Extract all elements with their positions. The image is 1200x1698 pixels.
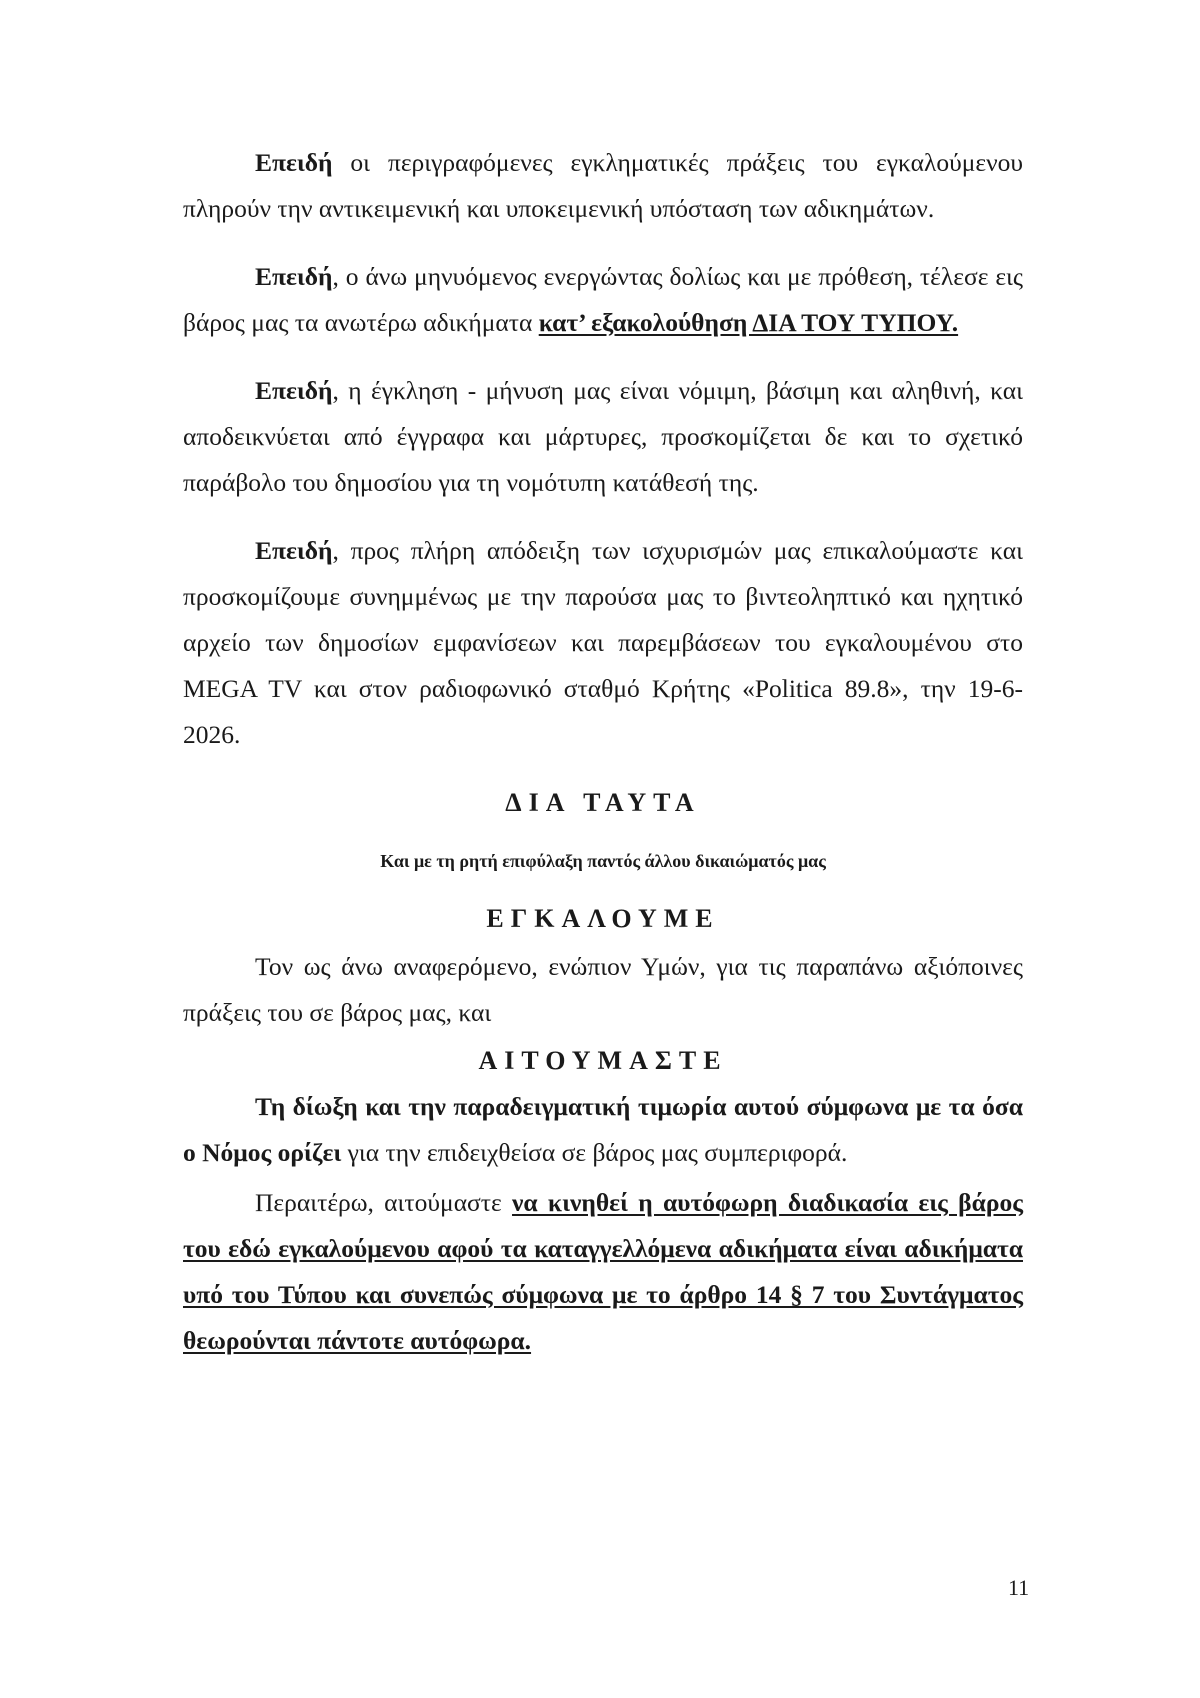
- paragraph-5: Τον ως άνω αναφερόμενο, ενώπιον Υμών, για τις παραπάνω αξιόποινες πράξεις του σε βάρος μας, και: [183, 952, 1023, 1027]
- paragraph-1: [183, 140, 1023, 232]
- lead-word: Επειδή: [255, 536, 333, 565]
- paragraph-7: [183, 1180, 1023, 1364]
- emphasis-text: να κινηθεί η αυτόφωρη διαδικασία εις βάρος του εδώ εγκαλούμενου αφού τα καταγγελλόμενα αδικήματα είναι αδικήματα υπό του Τύπου και συνεπώς σύμφωνα με το άρθρο 14 § 7 του Συντάγματος θεωρούνται πάντοτε αυτόφωρα.: [183, 1188, 1023, 1355]
- heading-egkaloume: ΕΓΚΑΛΟΥΜΕ: [486, 904, 720, 933]
- paragraph-text: για την επιδειχθείσα σε βάρος μας συμπεριφορά.: [341, 1138, 848, 1167]
- paragraph-text: οι περιγραφόμενες εγκληματικές πράξεις του εγκαλούμενου πληρούν την αντικειμενική και υποκειμενική υπόσταση των αδικημάτων.: [183, 148, 1023, 223]
- heading-dia-tauta: ΔΙΑ ΤΑΥΤΑ: [505, 788, 701, 817]
- paragraph-text: Περαιτέρω, αιτούμαστε: [255, 1188, 513, 1217]
- page-number: 11: [1008, 1575, 1030, 1600]
- emphasis-text: κατ’ εξακολούθηση ΔΙΑ ΤΟΥ ΤΥΠΟΥ.: [538, 308, 959, 337]
- heading-aitoumaste: ΑΙΤΟΥΜΑΣΤΕ: [478, 1046, 728, 1075]
- lead-word: Επειδή: [255, 262, 333, 291]
- paragraph-text: , προς πλήρη απόδειξη των ισχυρισμών μας επικαλούμαστε και προσκομίζουμε συνημμένως με την παρούσα μας το βιντεοληπτικό και ηχητικό αρχείο των δημοσίων εμφανίσεων και παρεμβάσεων του εγκαλουμένου στο MEGA TV και στον ραδιοφωνικό σταθμό Κρήτης «Politica 89.8», την 19-6-2026.: [183, 536, 1023, 749]
- lead-word: Επειδή: [255, 376, 333, 405]
- reservation-line: Και με τη ρητή επιφύλαξη παντός άλλου δικαιώματός μας: [380, 851, 826, 871]
- paragraph-6: [183, 1084, 1023, 1176]
- paragraph-2: [183, 254, 1023, 346]
- paragraph-text: , η έγκληση - μήνυση μας είναι νόμιμη, βάσιμη και αληθινή, και αποδεικνύεται από έγγραφα και μάρτυρες, προσκομίζεται δε και το σχετικό παράβολο του δημοσίου για τη νομότυπη κατάθεσή της.: [183, 376, 1023, 497]
- document-body: [183, 140, 1023, 1364]
- paragraph-text: , ο άνω μηνυόμενος ενεργώντας δολίως και με πρόθεση, τέλεσε εις βάρος μας τα ανωτέρω αδικήματα: [183, 262, 1023, 337]
- paragraph-3: [183, 368, 1023, 506]
- paragraph-4: [183, 528, 1023, 758]
- bold-request: Τη δίωξη και την παραδειγματική τιμωρία αυτού σύμφωνα με τα όσα ο Νόμος ορίζει: [183, 1092, 1023, 1167]
- lead-word: Επειδή: [255, 148, 333, 177]
